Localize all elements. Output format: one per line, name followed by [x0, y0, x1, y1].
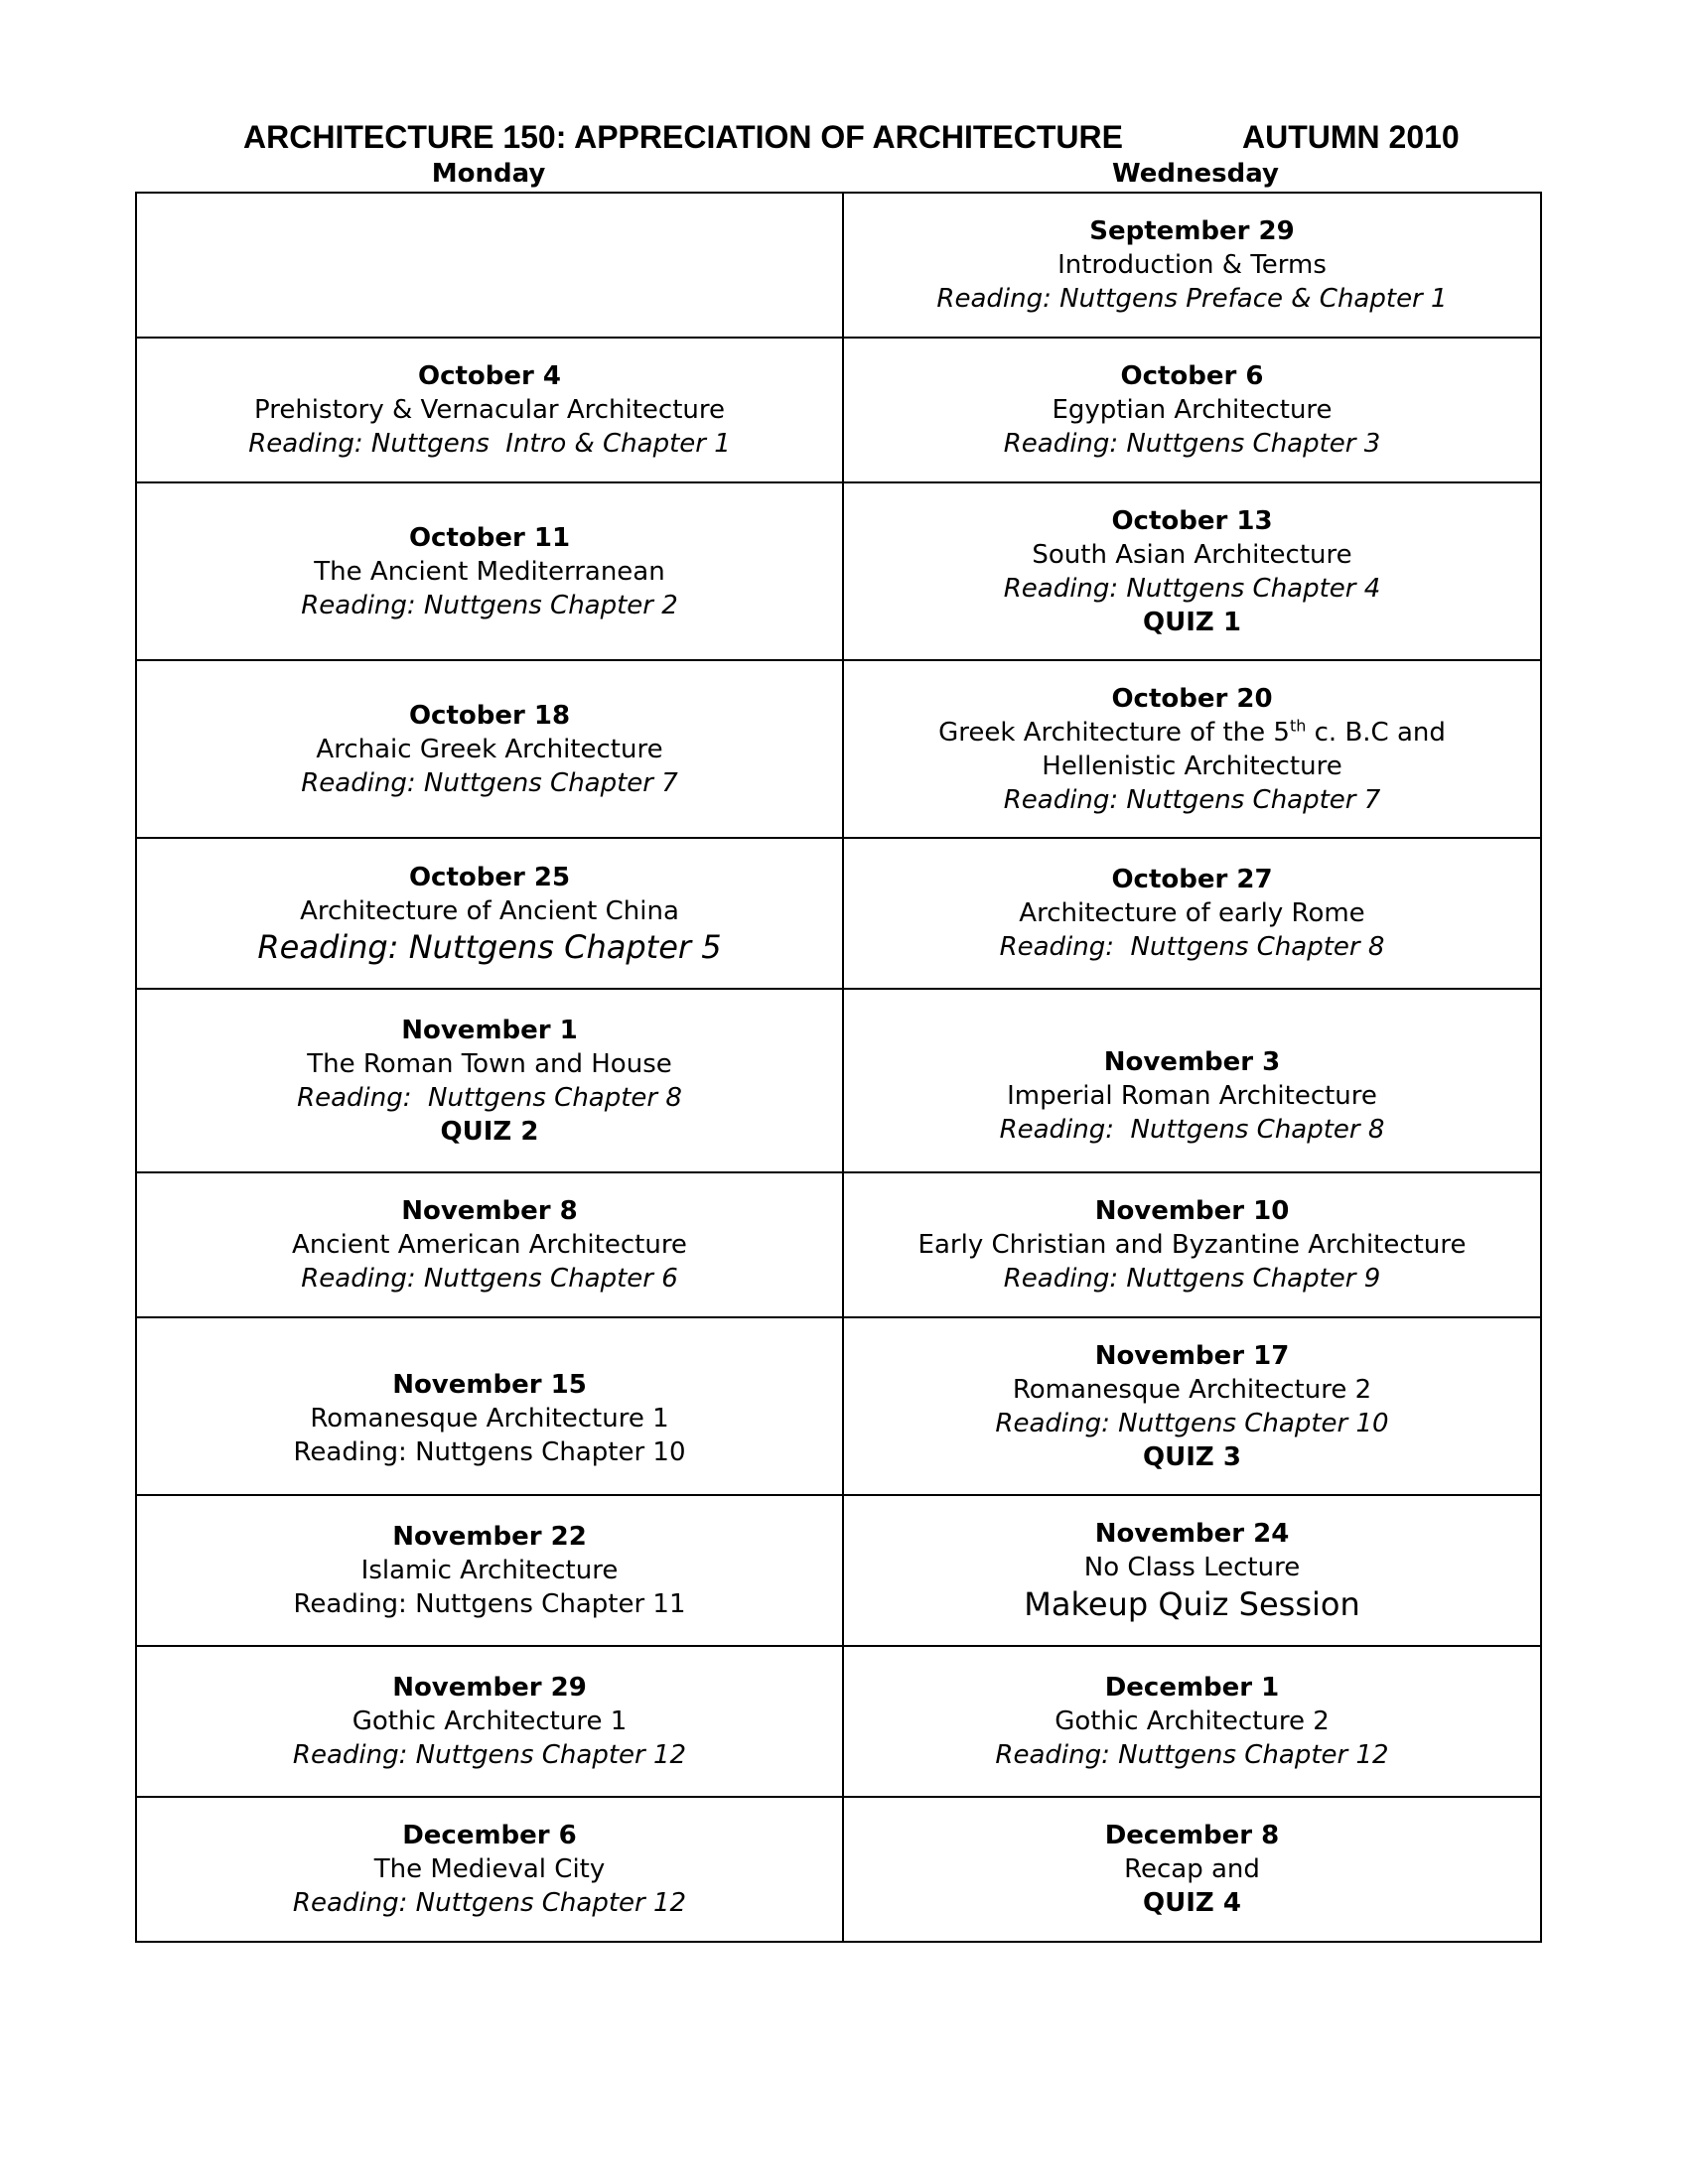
session-topic: Archaic Greek Architecture: [316, 734, 663, 764]
schedule-cell-monday: [136, 482, 843, 660]
session-date: November 15: [392, 1369, 587, 1400]
session-topic: Gothic Architecture 1: [352, 1706, 628, 1736]
session-date: November 29: [392, 1673, 587, 1703]
topic-text: Greek Architecture of the 5: [938, 717, 1290, 748]
column-header-wednesday: Wednesday: [1112, 159, 1279, 189]
session-date: December 6: [402, 1821, 577, 1850]
session-topic: Introduction & Terms: [1057, 250, 1327, 280]
table-row: [136, 1495, 1541, 1646]
schedule-cell-wednesday: [843, 989, 1541, 1172]
session-topic: The Medieval City: [373, 1854, 606, 1884]
schedule-cell-wednesday: [843, 338, 1541, 482]
schedule-cell-monday: [136, 1172, 843, 1317]
session-date: November 10: [1094, 1196, 1290, 1226]
session-topic: Gothic Architecture 2: [1055, 1706, 1330, 1736]
session-topic: Architecture of Ancient China: [300, 896, 679, 926]
session-date: November 1: [401, 1015, 578, 1045]
session-topic: Romanesque Architecture 2: [1012, 1374, 1372, 1405]
session-topic: The Ancient Mediterranean: [314, 556, 665, 587]
session-date: December 8: [1104, 1821, 1280, 1850]
schedule-cell-monday: [136, 1495, 843, 1646]
session-topic: Romanesque Architecture 1: [310, 1403, 669, 1433]
session-date: October 13: [1111, 505, 1273, 536]
session-date: November 17: [1094, 1340, 1290, 1371]
session-topic-line2: Hellenistic Architecture: [1042, 751, 1342, 781]
session-reading: Reading: Nuttgens Chapter 12: [292, 1888, 687, 1918]
schedule-table: [135, 192, 1542, 1943]
session-date: November 3: [1103, 1046, 1281, 1077]
term-title: AUTUMN 2010: [1242, 119, 1460, 155]
session-reading: Reading: Nuttgens Intro & Chapter 1: [248, 429, 731, 459]
schedule-cell-monday: [136, 338, 843, 482]
schedule-cell-monday: [136, 193, 843, 338]
session-date: November 24: [1094, 1519, 1290, 1549]
schedule-cell-wednesday: [843, 482, 1541, 660]
schedule-cell-monday: [136, 1317, 843, 1495]
session-reading: Reading: Nuttgens Chapter 6: [301, 1264, 678, 1294]
session-reading: Reading: Nuttgens Chapter 11: [293, 1589, 686, 1619]
session-reading: Reading: Nuttgens Chapter 2: [301, 590, 678, 620]
table-row: [136, 838, 1541, 989]
session-reading: Reading: Nuttgens Chapter 5: [257, 928, 722, 966]
table-row: [136, 1317, 1541, 1495]
session-topic: Islamic Architecture: [360, 1556, 619, 1585]
table-row: [136, 1797, 1541, 1942]
session-reading: Reading: Nuttgens Chapter 12: [292, 1740, 687, 1770]
session-reading: Reading: Nuttgens Chapter 8: [297, 1082, 682, 1113]
schedule-cell-wednesday: [843, 1172, 1541, 1317]
table-row: [136, 338, 1541, 482]
session-reading: Reading: Nuttgens Chapter 8: [999, 932, 1385, 962]
quiz-label: QUIZ 3: [1143, 1441, 1241, 1472]
page-title: [0, 119, 1688, 161]
session-reading: Reading: Nuttgens Chapter 7: [301, 767, 678, 798]
topic-superscript: th: [1289, 715, 1307, 735]
table-row: [136, 1172, 1541, 1317]
schedule-cell-wednesday: [843, 1317, 1541, 1495]
session-reading: Reading: Nuttgens Preface & Chapter 1: [936, 284, 1448, 314]
session-topic: Prehistory & Vernacular Architecture: [253, 395, 726, 425]
session-topic: Early Christian and Byzantine Architecture: [917, 1230, 1467, 1260]
quiz-label: QUIZ 4: [1143, 1888, 1241, 1918]
table-row: [136, 193, 1541, 338]
session-date: October 4: [417, 361, 561, 391]
session-topic: Ancient American Architecture: [292, 1230, 687, 1260]
session-reading: Reading: Nuttgens Chapter 7: [1003, 784, 1381, 815]
session-date: September 29: [1089, 216, 1295, 246]
session-reading: Reading: Nuttgens Chapter 10: [293, 1436, 686, 1467]
schedule-cell-wednesday: [843, 1495, 1541, 1646]
column-header-monday: Monday: [431, 159, 546, 189]
table-row: [136, 1646, 1541, 1797]
session-date: October 25: [408, 863, 571, 892]
session-topic: Recap and: [1124, 1854, 1260, 1884]
schedule-cell-wednesday: [843, 660, 1541, 838]
session-date: November 22: [392, 1522, 587, 1552]
session-topic: Egyptian Architecture: [1052, 395, 1333, 425]
schedule-cell-monday: [136, 1646, 843, 1797]
schedule-cell-wednesday: [843, 193, 1541, 338]
session-topic: South Asian Architecture: [1032, 539, 1352, 570]
session-reading: Reading: Nuttgens Chapter 9: [1003, 1264, 1381, 1294]
schedule-cell-wednesday: [843, 1797, 1541, 1942]
session-date: October 11: [408, 522, 571, 553]
session-topic: Architecture of early Rome: [1019, 898, 1365, 928]
session-reading: Reading: Nuttgens Chapter 4: [1003, 573, 1381, 604]
course-title: ARCHITECTURE 150: APPRECIATION OF ARCHITECTURE: [243, 119, 1123, 155]
session-topic: [938, 716, 1446, 750]
table-row: [136, 482, 1541, 660]
schedule-cell-monday: [136, 838, 843, 989]
schedule-cell-wednesday: [843, 838, 1541, 989]
topic-text: c. B.C and: [1306, 717, 1446, 748]
session-reading: Reading: Nuttgens Chapter 3: [1003, 429, 1381, 459]
session-date: October 20: [1111, 683, 1273, 714]
session-reading: Reading: Nuttgens Chapter 12: [995, 1740, 1389, 1770]
session-reading: Reading: Nuttgens Chapter 10: [995, 1408, 1389, 1438]
session-topic: No Class Lecture: [1083, 1553, 1301, 1582]
session-date: November 8: [401, 1196, 578, 1226]
session-reading: Reading: Nuttgens Chapter 8: [999, 1114, 1385, 1145]
table-row: [136, 660, 1541, 838]
quiz-label: QUIZ 2: [440, 1116, 539, 1147]
session-topic: Imperial Roman Architecture: [1007, 1080, 1377, 1111]
session-topic: The Roman Town and House: [307, 1048, 672, 1079]
schedule-cell-monday: [136, 660, 843, 838]
session-date: October 27: [1111, 865, 1273, 894]
session-date: December 1: [1104, 1673, 1280, 1703]
session-date: October 6: [1120, 361, 1264, 391]
table-row: [136, 989, 1541, 1172]
schedule-cell-wednesday: [843, 1646, 1541, 1797]
schedule-cell-monday: [136, 1797, 843, 1942]
quiz-label: QUIZ 1: [1143, 607, 1241, 637]
session-note: Makeup Quiz Session: [1024, 1585, 1360, 1623]
schedule-cell-monday: [136, 989, 843, 1172]
session-date: October 18: [408, 700, 571, 731]
